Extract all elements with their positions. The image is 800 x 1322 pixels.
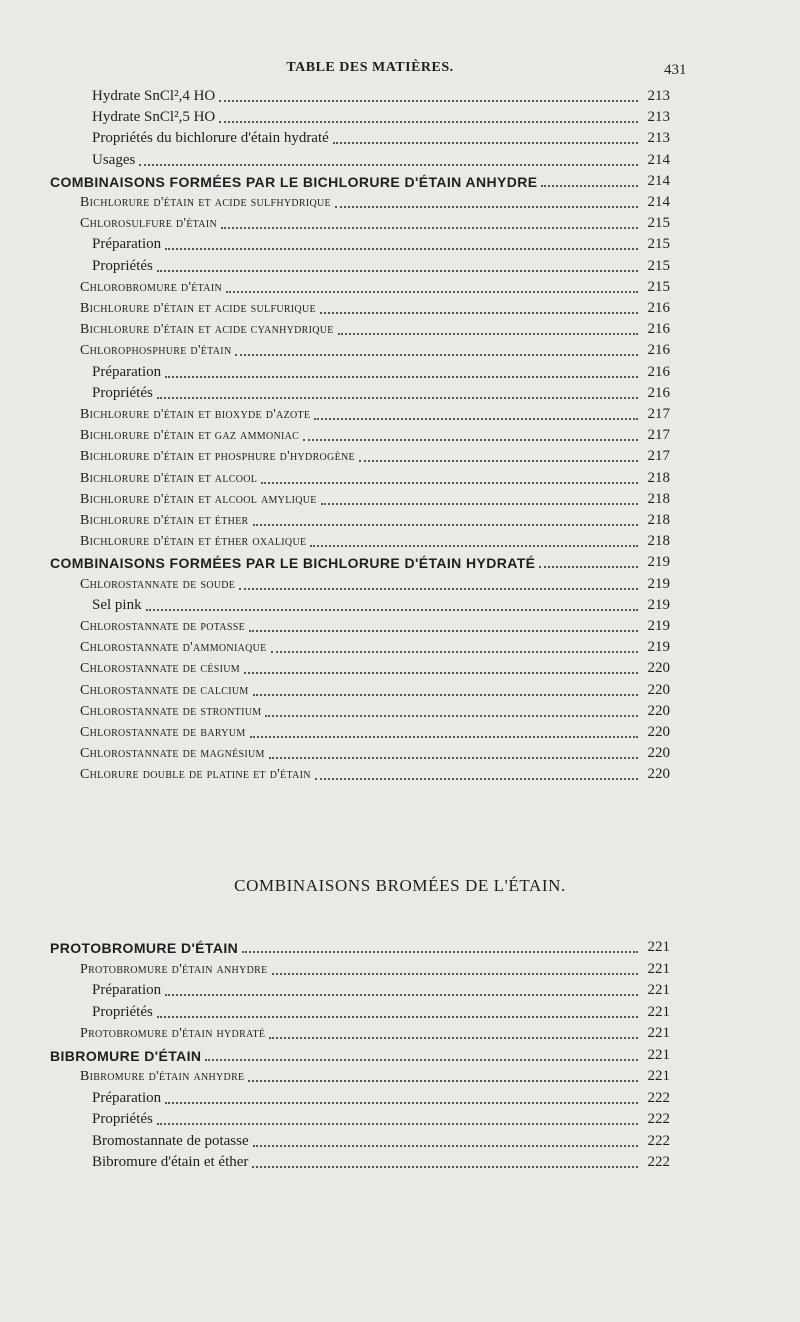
toc-entry-label: Préparation: [92, 363, 162, 380]
toc-entry-page: 213: [647, 88, 670, 104]
toc-entry-row: [80, 212, 670, 232]
toc-entry-label: Chlorostannate de calcium: [80, 682, 249, 698]
toc-entry-row: [80, 958, 670, 978]
toc-entry-page: 219: [647, 596, 670, 613]
toc-entry-row: [80, 742, 670, 762]
toc-entry-page: 218: [647, 533, 670, 550]
toc-entry-row: [92, 1108, 670, 1128]
toc-entry-row: [92, 594, 670, 614]
toc-entry-row: [80, 763, 670, 783]
dot-leader: [157, 1015, 638, 1018]
toc-entry-page: 222: [647, 1132, 670, 1149]
toc-entry-page: 217: [647, 406, 670, 422]
dot-leader: [242, 950, 638, 953]
toc-entry-page: 216: [647, 363, 670, 380]
toc-heading-row: [50, 170, 670, 190]
toc-entry-row: [80, 573, 670, 593]
toc-entry-page: 218: [647, 512, 670, 528]
toc-entry-row: [92, 1130, 670, 1150]
toc-entry-row: [80, 1065, 670, 1085]
dot-leader: [253, 1144, 638, 1147]
toc-entry-row: [80, 318, 670, 338]
dot-leader: [248, 1079, 638, 1082]
toc-entry-label: Bichlorure d'étain et alcool: [80, 470, 258, 486]
toc-entry-row: [80, 636, 670, 656]
dot-leader: [314, 417, 638, 420]
toc-entry-row: [92, 127, 670, 147]
toc-entry-page: 220: [647, 745, 670, 762]
dot-leader: [261, 481, 638, 484]
toc-entry-page: 221: [647, 960, 670, 977]
toc-entry-page: 222: [647, 1154, 670, 1170]
toc-entry-row: [80, 615, 670, 635]
toc-entry-label: Chlorostannate de baryum: [80, 725, 246, 740]
dot-leader: [250, 735, 638, 738]
dot-leader: [235, 353, 638, 356]
toc-entry-label: COMBINAISONS FORMÉES PAR LE BICHLORURE D'ÉTAIN HYDRATÉ: [50, 555, 536, 572]
toc-entry-page: 213: [647, 109, 670, 126]
toc-entry-row: [80, 509, 670, 529]
toc-entry-row: [92, 382, 670, 402]
toc-entry-row: [80, 424, 670, 444]
toc-entry-label: Bibromure d'étain et éther: [92, 1154, 249, 1170]
toc-entry-label: Bichlorure d'étain et acide sulfhydrique: [80, 195, 331, 210]
toc-entry-label: Protobromure d'étain hydraté: [80, 1026, 266, 1041]
dot-leader: [338, 332, 638, 335]
dot-leader: [205, 1058, 638, 1061]
dot-leader: [157, 1122, 638, 1125]
toc-entry-page: 213: [647, 130, 670, 147]
page-header: [0, 60, 800, 82]
toc-entry-page: 220: [647, 681, 670, 698]
dot-leader: [221, 226, 638, 229]
toc-entry-label: Bichlorure d'étain et bioxyde d'azote: [80, 407, 311, 422]
dot-leader: [269, 1036, 638, 1039]
dot-leader: [359, 459, 638, 462]
toc-entry-label: Usages: [92, 151, 136, 168]
dot-leader: [335, 205, 638, 208]
toc-heading-row: [50, 551, 670, 571]
toc-entry-page: 222: [647, 1111, 670, 1127]
dot-leader: [165, 247, 638, 250]
toc-entry-page: 214: [647, 172, 670, 189]
toc-entry-row: [80, 297, 670, 317]
toc-entry-row: [80, 700, 670, 720]
toc-entry-row: [80, 679, 670, 699]
dot-leader: [539, 565, 638, 568]
running-title: TABLE DES MATIÈRES.: [286, 60, 454, 75]
dot-leader: [239, 587, 638, 590]
dot-leader: [165, 1101, 638, 1104]
toc-entry-row: [92, 233, 670, 253]
toc-entry-label: Chlorostannate de césium: [80, 661, 240, 677]
toc-entry-label: Hydrate SnCl²,5 HO: [92, 109, 216, 126]
toc-entry-label: Propriétés: [92, 1111, 153, 1127]
dot-leader: [157, 396, 638, 399]
toc-entry-label: Propriétés: [92, 1003, 153, 1020]
toc-entry-page: 218: [647, 469, 670, 486]
toc-entry-label: Sel pink: [92, 596, 142, 613]
toc-entry-page: 215: [647, 257, 670, 274]
dot-leader: [321, 502, 638, 505]
toc-entry-label: PROTOBROMURE D'ÉTAIN: [50, 940, 239, 956]
toc-entry-label: Propriétés du bichlorure d'étain hydraté: [92, 130, 329, 147]
toc-heading-row: [50, 936, 670, 956]
dot-leader: [157, 269, 638, 272]
toc-entry-page: 216: [647, 384, 670, 401]
toc-entry-row: [80, 445, 670, 465]
toc-entry-page: 221: [647, 1003, 670, 1020]
toc-entry-page: 220: [647, 702, 670, 719]
toc-entry-row: [80, 488, 670, 508]
toc-entry-row: [92, 1001, 670, 1021]
dot-leader: [303, 438, 638, 441]
toc-entry-row: [92, 85, 670, 105]
toc-entry-row: [92, 106, 670, 126]
toc-entry-page: 221: [647, 1068, 670, 1084]
dot-leader: [249, 629, 638, 632]
toc-entry-label: Bromostannate de potasse: [92, 1132, 249, 1149]
toc-entry-page: 219: [647, 575, 670, 592]
toc-entry-page: 219: [647, 554, 670, 571]
toc-entry-page: 219: [647, 639, 670, 656]
toc-entry-label: Chlorophosphure d'étain: [80, 343, 232, 359]
toc-entry-row: [80, 191, 670, 211]
toc-entry-label: Chlorostannate de potasse: [80, 619, 246, 634]
dot-leader: [219, 99, 638, 102]
toc-entry-page: 216: [647, 342, 670, 359]
dot-leader: [272, 972, 638, 975]
toc-entry-page: 215: [647, 215, 670, 232]
dot-leader: [165, 375, 638, 378]
dot-leader: [139, 163, 638, 166]
dot-leader: [320, 311, 638, 314]
dot-leader: [219, 120, 638, 123]
section-title: COMBINAISONS BROMÉES DE L'ÉTAIN.: [234, 876, 566, 895]
toc-entry-label: Chlorostannate de soude: [80, 576, 236, 592]
toc-entry-label: BIBROMURE D'ÉTAIN: [50, 1047, 202, 1064]
toc-entry-page: 215: [647, 278, 670, 295]
toc-entry-row: [80, 721, 670, 741]
toc-entry-row: [80, 339, 670, 359]
dot-leader: [244, 671, 638, 674]
toc-entry-page: 217: [647, 448, 670, 465]
toc-entry-row: [80, 657, 670, 677]
page-number: 431: [664, 62, 687, 78]
toc-entry-label: Bichlorure d'étain et éther: [80, 513, 249, 528]
toc-entry-page: 216: [647, 300, 670, 316]
dot-leader: [165, 993, 638, 996]
toc-entry-label: Propriétés: [92, 384, 153, 401]
toc-entry-label: Bichlorure d'étain et acide cyanhydrique: [80, 322, 334, 338]
toc-entry-page: 216: [647, 321, 670, 338]
toc-entry-row: [92, 149, 670, 169]
toc-entry-row: [80, 1022, 670, 1042]
toc-entry-page: 221: [647, 1046, 670, 1063]
toc-entry-page: 221: [647, 939, 670, 955]
toc-entry-label: Bichlorure d'étain et alcool amylique: [80, 491, 317, 507]
toc-entry-label: Bichlorure d'étain et phosphure d'hydrogène: [80, 449, 355, 465]
dot-leader: [253, 523, 638, 526]
toc-entry-label: Préparation: [92, 236, 162, 253]
toc-entry-label: Préparation: [92, 982, 162, 998]
toc-entry-page: 215: [647, 236, 670, 253]
toc-entry-page: 219: [647, 618, 670, 634]
toc-entry-label: Préparation: [92, 1089, 162, 1106]
dot-leader: [226, 290, 638, 293]
toc-entry-label: Chlorostannate de strontium: [80, 703, 262, 719]
dot-leader: [269, 756, 638, 759]
toc-entry-page: 217: [647, 427, 670, 444]
toc-entry-page: 222: [647, 1089, 670, 1106]
toc-entry-row: [92, 1151, 670, 1171]
toc-entry-row: [92, 979, 670, 999]
toc-entry-label: Hydrate SnCl²,4 HO: [92, 88, 216, 104]
toc-entry-row: [80, 276, 670, 296]
toc-entry-row: [80, 530, 670, 550]
dot-leader: [310, 544, 638, 547]
toc-heading-row: [50, 1044, 670, 1064]
toc-entry-label: Chlorostannate d'ammoniaque: [80, 640, 267, 656]
toc-entry-row: [92, 255, 670, 275]
toc-entry-row: [80, 403, 670, 423]
toc-entry-page: 220: [647, 660, 670, 677]
toc-entry-label: Propriétés: [92, 257, 153, 274]
toc-entry-page: 214: [647, 194, 670, 210]
toc-entry-label: Chlorosulfure d'étain: [80, 216, 217, 232]
toc-entry-page: 221: [647, 982, 670, 998]
dot-leader: [541, 184, 638, 187]
toc-entry-label: Bichlorure d'étain et acide sulfurique: [80, 301, 316, 316]
toc-entry-page: 220: [647, 724, 670, 740]
dot-leader: [252, 1165, 638, 1168]
toc-entry-page: 214: [647, 151, 670, 168]
toc-entry-label: Chlorostannate de magnésium: [80, 746, 265, 762]
toc-entry-label: Bichlorure d'étain et éther oxalique: [80, 534, 307, 550]
toc-entry-row: [80, 467, 670, 487]
toc-entry-page: 221: [647, 1025, 670, 1041]
dot-leader: [265, 714, 638, 717]
toc-entry-row: [92, 361, 670, 381]
dot-leader: [146, 608, 638, 611]
toc-entry-label: Protobromure d'étain anhydre: [80, 961, 268, 977]
toc-entry-label: Bichlorure d'étain et gaz ammoniac: [80, 428, 300, 444]
dot-leader: [271, 650, 638, 653]
dot-leader: [253, 693, 638, 696]
toc-entry-label: Chlorure double de platine et d'étain: [80, 767, 311, 783]
toc-entry-row: [92, 1087, 670, 1107]
dot-leader: [315, 777, 638, 780]
toc-entry-label: COMBINAISONS FORMÉES PAR LE BICHLORURE D'ÉTAIN ANHYDRE: [50, 173, 538, 190]
toc-entry-page: 218: [647, 490, 670, 507]
toc-entry-label: Chlorobromure d'étain: [80, 279, 222, 295]
dot-leader: [333, 141, 638, 144]
toc-entry-page: 220: [647, 766, 670, 783]
toc-entry-label: Bibromure d'étain anhydre: [80, 1069, 245, 1084]
